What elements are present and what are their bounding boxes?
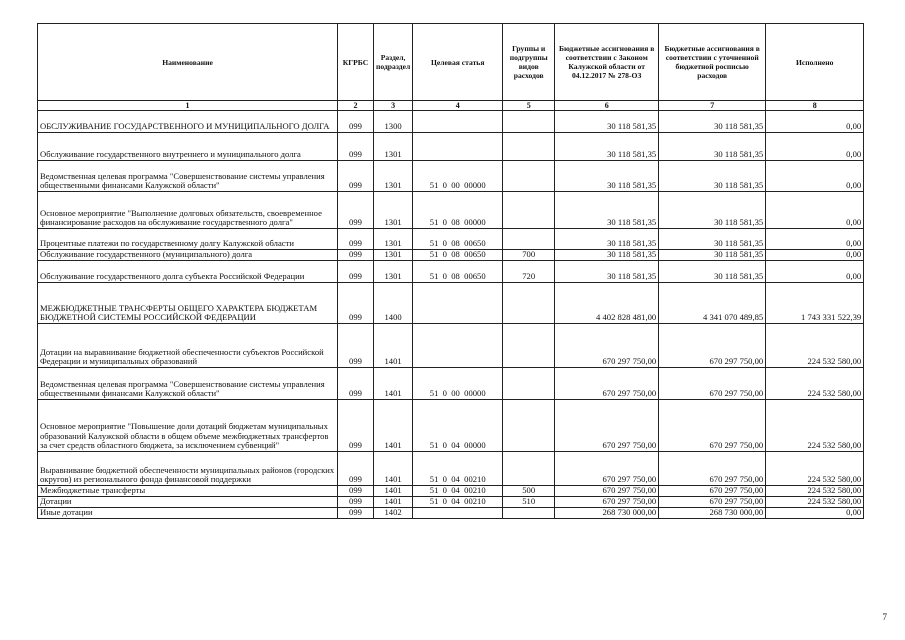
row-name: Выравнивание бюджетной обеспеченности муниципальных районов (городских округов) из регионального фонда финансовой поддержки [38, 452, 338, 486]
row-kgrbs: 099 [338, 283, 374, 324]
row-name: Межбюджетные трансферты [38, 486, 338, 497]
row-refined-amount: 670 297 750,00 [659, 324, 766, 368]
row-executed-amount: 224 532 580,00 [766, 497, 864, 508]
row-section: 1301 [374, 161, 413, 192]
row-group [503, 324, 555, 368]
column-number: 6 [555, 101, 659, 111]
row-executed-amount: 224 532 580,00 [766, 452, 864, 486]
row-executed-amount: 0,00 [766, 161, 864, 192]
row-executed-amount: 0,00 [766, 192, 864, 229]
row-group [503, 452, 555, 486]
row-name: Дотации [38, 497, 338, 508]
row-target [413, 283, 503, 324]
row-target [413, 508, 503, 519]
row-law-amount: 30 118 581,35 [555, 111, 659, 133]
row-target: 51 0 04 00210 [413, 452, 503, 486]
row-kgrbs: 099 [338, 161, 374, 192]
row-section: 1301 [374, 192, 413, 229]
row-executed-amount: 0,00 [766, 508, 864, 519]
row-target: 51 0 00 00000 [413, 161, 503, 192]
row-kgrbs: 099 [338, 324, 374, 368]
row-refined-amount: 30 118 581,35 [659, 133, 766, 161]
row-kgrbs: 099 [338, 497, 374, 508]
row-executed-amount: 224 532 580,00 [766, 368, 864, 400]
row-refined-amount: 30 118 581,35 [659, 229, 766, 250]
row-section: 1402 [374, 508, 413, 519]
row-section: 1301 [374, 133, 413, 161]
column-number-row [38, 101, 864, 111]
table-row [38, 452, 864, 486]
table-row [38, 192, 864, 229]
header-law: Бюджетные ассигнования в соответствии с Законом Калужской области от 04.12.2017 № 278-ОЗ [555, 24, 659, 101]
header-row [38, 24, 864, 101]
table-row [38, 133, 864, 161]
column-number: 7 [659, 101, 766, 111]
row-group [503, 368, 555, 400]
row-group [503, 111, 555, 133]
row-kgrbs: 099 [338, 508, 374, 519]
row-law-amount: 670 297 750,00 [555, 452, 659, 486]
row-name: Основное мероприятие "Выполнение долговых обязательств, своевременное финансирование расходов на обслуживание государственного долга" [38, 192, 338, 229]
row-refined-amount: 670 297 750,00 [659, 400, 766, 452]
row-law-amount: 268 730 000,00 [555, 508, 659, 519]
row-kgrbs: 099 [338, 133, 374, 161]
row-group [503, 229, 555, 250]
row-refined-amount: 670 297 750,00 [659, 368, 766, 400]
row-name: МЕЖБЮДЖЕТНЫЕ ТРАНСФЕРТЫ ОБЩЕГО ХАРАКТЕРА БЮДЖЕТАМ БЮДЖЕТНОЙ СИСТЕМЫ РОССИЙСКОЙ ФЕДЕРАЦИИ [38, 283, 338, 324]
row-section: 1401 [374, 452, 413, 486]
row-target [413, 324, 503, 368]
row-refined-amount: 30 118 581,35 [659, 261, 766, 283]
column-number: 1 [38, 101, 338, 111]
row-refined-amount: 30 118 581,35 [659, 161, 766, 192]
row-group [503, 133, 555, 161]
header-target: Целевая статья [413, 24, 503, 101]
table-row [38, 283, 864, 324]
row-section: 1301 [374, 229, 413, 250]
row-section: 1401 [374, 486, 413, 497]
header-kgrbs: КГРБС [338, 24, 374, 101]
table-row [38, 324, 864, 368]
row-executed-amount: 1 743 331 522,39 [766, 283, 864, 324]
row-name: Обслуживание государственного (муниципального) долга [38, 250, 338, 261]
table-row [38, 497, 864, 508]
row-law-amount: 30 118 581,35 [555, 161, 659, 192]
row-group: 700 [503, 250, 555, 261]
row-refined-amount: 30 118 581,35 [659, 250, 766, 261]
row-group: 720 [503, 261, 555, 283]
header-groups: Группы и подгруппы видов расходов [503, 24, 555, 101]
row-group [503, 400, 555, 452]
row-group [503, 192, 555, 229]
row-name: Ведомственная целевая программа "Совершенствование системы управления общественными финансами Калужской области" [38, 368, 338, 400]
row-kgrbs: 099 [338, 250, 374, 261]
row-name: Обслуживание государственного долга субъекта Российской Федерации [38, 261, 338, 283]
row-name: Дотации на выравнивание бюджетной обеспеченности субъектов Российской Федерации и муниципальных образований [38, 324, 338, 368]
row-target: 51 0 04 00210 [413, 497, 503, 508]
table-row [38, 111, 864, 133]
row-name: Основное мероприятие "Повышение доли дотаций бюджетам муниципальных образований Калужской области в общем объеме межбюджетных трансфертов за счет средств областного бюджета, за исключением субвенций" [38, 400, 338, 452]
row-name: Иные дотации [38, 508, 338, 519]
row-executed-amount: 0,00 [766, 133, 864, 161]
row-group [503, 161, 555, 192]
row-target: 51 0 08 00650 [413, 261, 503, 283]
row-executed-amount: 224 532 580,00 [766, 400, 864, 452]
row-law-amount: 670 297 750,00 [555, 368, 659, 400]
row-law-amount: 30 118 581,35 [555, 133, 659, 161]
row-target [413, 133, 503, 161]
row-name: Ведомственная целевая программа "Совершенствование системы управления общественными финансами Калужской области" [38, 161, 338, 192]
row-group: 500 [503, 486, 555, 497]
row-refined-amount: 670 297 750,00 [659, 497, 766, 508]
row-executed-amount: 224 532 580,00 [766, 486, 864, 497]
budget-table [37, 23, 864, 519]
row-target: 51 0 04 00210 [413, 486, 503, 497]
table-row [38, 368, 864, 400]
header-refined: Бюджетные ассигнования в соответствии с уточненной бюджетной росписью расходов [659, 24, 766, 101]
row-law-amount: 4 402 828 481,00 [555, 283, 659, 324]
row-group [503, 508, 555, 519]
row-law-amount: 30 118 581,35 [555, 192, 659, 229]
row-name: ОБСЛУЖИВАНИЕ ГОСУДАРСТВЕННОГО И МУНИЦИПАЛЬНОГО ДОЛГА [38, 111, 338, 133]
row-kgrbs: 099 [338, 452, 374, 486]
row-law-amount: 670 297 750,00 [555, 400, 659, 452]
table-row [38, 261, 864, 283]
row-section: 1401 [374, 368, 413, 400]
row-law-amount: 30 118 581,35 [555, 261, 659, 283]
table-row [38, 486, 864, 497]
row-law-amount: 30 118 581,35 [555, 250, 659, 261]
column-number: 3 [374, 101, 413, 111]
row-kgrbs: 099 [338, 261, 374, 283]
page-number: 7 [882, 612, 887, 622]
table-body [38, 111, 864, 519]
row-kgrbs: 099 [338, 192, 374, 229]
row-refined-amount: 670 297 750,00 [659, 452, 766, 486]
row-section: 1300 [374, 111, 413, 133]
row-refined-amount: 30 118 581,35 [659, 111, 766, 133]
column-number: 8 [766, 101, 864, 111]
row-kgrbs: 099 [338, 486, 374, 497]
column-number: 4 [413, 101, 503, 111]
row-executed-amount: 0,00 [766, 261, 864, 283]
row-group: 510 [503, 497, 555, 508]
row-section: 1400 [374, 283, 413, 324]
row-target: 51 0 08 00650 [413, 250, 503, 261]
header-executed: Исполнено [766, 24, 864, 101]
row-name: Обслуживание государственного внутреннего и муниципального долга [38, 133, 338, 161]
row-name: Процентные платежи по государственному долгу Калужской области [38, 229, 338, 250]
row-group [503, 283, 555, 324]
row-section: 1401 [374, 400, 413, 452]
column-number: 2 [338, 101, 374, 111]
row-kgrbs: 099 [338, 111, 374, 133]
row-section: 1401 [374, 497, 413, 508]
row-law-amount: 30 118 581,35 [555, 229, 659, 250]
row-law-amount: 670 297 750,00 [555, 486, 659, 497]
row-section: 1301 [374, 261, 413, 283]
row-refined-amount: 4 341 070 489,85 [659, 283, 766, 324]
row-kgrbs: 099 [338, 400, 374, 452]
row-target: 51 0 08 00000 [413, 192, 503, 229]
row-target: 51 0 00 00000 [413, 368, 503, 400]
row-law-amount: 670 297 750,00 [555, 324, 659, 368]
row-executed-amount: 0,00 [766, 250, 864, 261]
row-target [413, 111, 503, 133]
row-law-amount: 670 297 750,00 [555, 497, 659, 508]
row-executed-amount: 224 532 580,00 [766, 324, 864, 368]
table-row [38, 508, 864, 519]
column-number: 5 [503, 101, 555, 111]
table-row [38, 161, 864, 192]
table-row [38, 250, 864, 261]
table-row [38, 229, 864, 250]
row-section: 1301 [374, 250, 413, 261]
row-target: 51 0 04 00000 [413, 400, 503, 452]
row-kgrbs: 099 [338, 368, 374, 400]
row-kgrbs: 099 [338, 229, 374, 250]
row-target: 51 0 08 00650 [413, 229, 503, 250]
row-refined-amount: 268 730 000,00 [659, 508, 766, 519]
table-row [38, 400, 864, 452]
header-section: Раздел, подраздел [374, 24, 413, 101]
row-executed-amount: 0,00 [766, 229, 864, 250]
row-section: 1401 [374, 324, 413, 368]
row-executed-amount: 0,00 [766, 111, 864, 133]
row-refined-amount: 30 118 581,35 [659, 192, 766, 229]
row-refined-amount: 670 297 750,00 [659, 486, 766, 497]
header-name: Наименование [38, 24, 338, 101]
